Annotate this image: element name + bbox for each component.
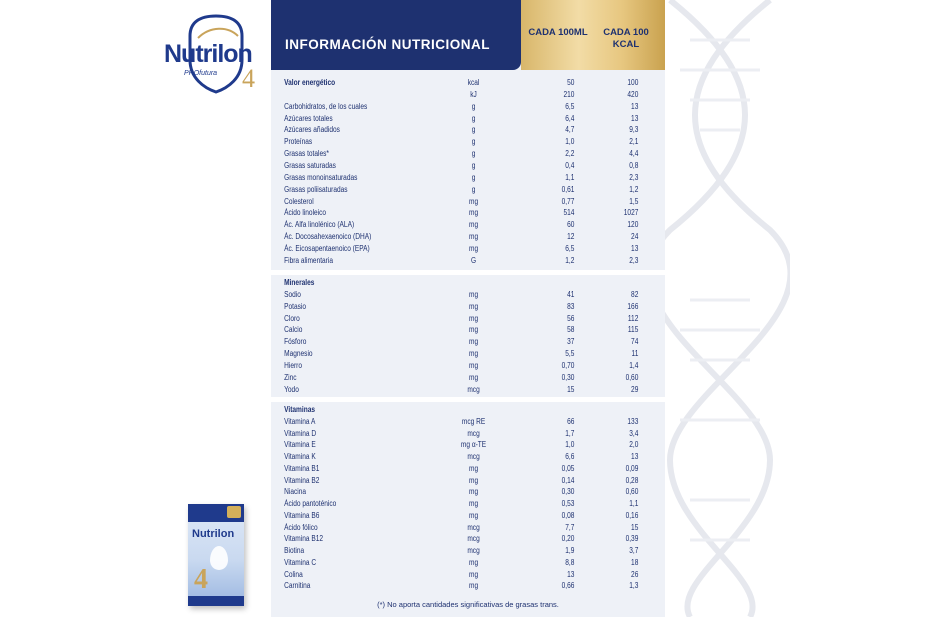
unit: g xyxy=(471,160,476,170)
table-row xyxy=(271,313,639,326)
value-per-100ml: 6,4 xyxy=(565,113,575,123)
nutrient-name: Fósforo xyxy=(284,337,307,347)
value-per-100kcal: 2,0 xyxy=(629,440,639,450)
value-per-100ml: 0,53 xyxy=(561,499,575,508)
value-per-100ml: 4,7 xyxy=(565,125,575,135)
value-per-100ml: 514 xyxy=(563,208,575,218)
value-per-100kcal: 420 xyxy=(627,89,639,99)
value-per-100kcal: 0,28 xyxy=(625,475,639,485)
nutrient-name: Ác. Docosahexaenoico (DHA) xyxy=(284,232,372,242)
table-row xyxy=(271,569,639,582)
unit: mg xyxy=(468,313,479,323)
value-per-100ml: 37 xyxy=(567,337,575,347)
value-per-100kcal: 13 xyxy=(631,113,639,123)
value-per-100ml: 83 xyxy=(567,301,575,311)
nutrient-name: Vitamina K xyxy=(284,452,316,461)
unit: mg xyxy=(468,360,479,370)
value-per-100ml: 1,0 xyxy=(565,440,575,450)
table-row xyxy=(271,101,639,114)
nutrient-name: Hierro xyxy=(284,360,302,370)
nutrient-name: Vitamina B12 xyxy=(284,534,324,544)
value-per-100ml: 41 xyxy=(567,289,575,299)
value-per-100ml: 6,5 xyxy=(565,101,575,111)
value-per-100kcal: 1,1 xyxy=(629,499,639,508)
value-per-100ml: 0,66 xyxy=(561,581,575,591)
nutrient-name: Vitamina B2 xyxy=(284,475,320,485)
unit: g xyxy=(471,184,476,194)
value-per-100kcal: 1,2 xyxy=(629,184,639,194)
nutrient-name: Minerales xyxy=(284,278,315,287)
value-per-100ml: 7,7 xyxy=(565,522,575,532)
nutrient-name: Azúcares añadidos xyxy=(284,125,340,135)
value-per-100ml: 0,30 xyxy=(561,487,575,497)
nutrient-name: Vitamina B6 xyxy=(284,510,320,520)
value-per-100kcal: 1027 xyxy=(623,208,639,218)
unit: mg xyxy=(468,289,479,299)
table-row xyxy=(271,220,639,232)
value-per-100kcal: 100 xyxy=(627,78,639,87)
value-per-100kcal: 13 xyxy=(631,243,639,253)
unit: mcg xyxy=(467,546,480,555)
unit: g xyxy=(471,113,476,123)
value-per-100kcal: 11 xyxy=(631,349,639,359)
value-per-100kcal: 0,16 xyxy=(625,510,639,520)
brand-name: Nutrilon xyxy=(164,40,252,68)
unit: mg xyxy=(468,349,479,359)
table-row xyxy=(271,184,639,197)
value-per-100kcal: 0,8 xyxy=(629,160,639,170)
product-name: Nutrilon xyxy=(192,528,235,540)
table-row xyxy=(271,546,639,558)
value-per-100kcal: 13 xyxy=(631,101,639,111)
nutrient-name: Ác. Alfa linolénico (ALA) xyxy=(284,220,355,230)
table-row xyxy=(271,475,639,488)
table-row xyxy=(271,160,639,173)
table-row xyxy=(271,487,639,499)
value-per-100kcal: 3,7 xyxy=(629,546,639,555)
table-row xyxy=(271,196,639,209)
unit: mg xyxy=(468,372,479,382)
table-row xyxy=(271,172,639,185)
table-row xyxy=(271,89,639,102)
nutrient-name: Ácido fólico xyxy=(284,522,318,532)
nutrient-name: Ácido linoleico xyxy=(284,208,327,218)
value-per-100kcal: 166 xyxy=(627,301,639,311)
value-per-100ml: 1,7 xyxy=(565,428,575,438)
nutrient-name: Potasio xyxy=(284,301,307,311)
unit: g xyxy=(471,149,476,159)
unit: mg xyxy=(468,196,479,206)
nutrient-name: Ácido pantoténico xyxy=(284,499,337,508)
table-row xyxy=(271,440,639,452)
table-row xyxy=(271,208,639,220)
unit: mcg xyxy=(467,428,480,438)
value-per-100ml: 13 xyxy=(567,569,575,579)
value-per-100kcal: 1,3 xyxy=(629,581,639,591)
unit: mcg xyxy=(467,452,480,461)
unit: kJ xyxy=(470,89,477,99)
table-row xyxy=(271,372,639,385)
milk-drop-icon xyxy=(210,546,228,570)
column-header-100kcal: CADA 100 KCAL xyxy=(603,27,649,50)
table-row xyxy=(271,522,639,535)
nutrition-table xyxy=(271,0,665,617)
nutrient-name: Grasas totales* xyxy=(284,149,329,159)
nutrient-name: Azúcares totales xyxy=(284,113,333,123)
table-row xyxy=(271,255,639,268)
value-per-100kcal: 82 xyxy=(631,289,639,299)
table-row xyxy=(271,125,639,137)
unit: mg α-TE xyxy=(460,440,487,450)
nutrient-name: Proteínas xyxy=(284,137,313,147)
nutrient-name: Vitamina B1 xyxy=(284,463,320,473)
value-per-100ml: 0,14 xyxy=(561,475,575,485)
value-per-100kcal: 74 xyxy=(631,337,639,347)
nutrient-name: Cloro xyxy=(284,313,300,323)
value-per-100kcal: 0,09 xyxy=(625,463,639,473)
nutrient-name: Carbohidratos, de los cuales xyxy=(284,101,368,111)
value-per-100ml: 15 xyxy=(567,384,575,394)
unit: mcg xyxy=(467,384,480,394)
value-per-100ml: 1,9 xyxy=(565,546,575,555)
nutrient-name: Ác. Eicosapentaenoico (EPA) xyxy=(284,243,370,253)
value-per-100ml: 2,2 xyxy=(565,149,575,159)
unit: mcg RE xyxy=(461,416,486,426)
nutrient-name: Grasas saturadas xyxy=(284,160,336,170)
table-row xyxy=(271,463,639,476)
product-box-image xyxy=(188,504,244,606)
value-per-100ml: 58 xyxy=(567,325,575,335)
unit: mg xyxy=(468,557,479,567)
table-row xyxy=(271,452,639,464)
table-row xyxy=(271,243,639,256)
value-per-100kcal: 24 xyxy=(631,232,639,242)
value-per-100kcal: 15 xyxy=(631,522,639,532)
nutrient-name: Valor energético xyxy=(284,78,336,87)
value-per-100kcal: 26 xyxy=(631,569,639,579)
table-row xyxy=(271,499,639,511)
value-per-100ml: 0,08 xyxy=(561,510,575,520)
value-per-100kcal: 0,60 xyxy=(625,487,639,497)
value-per-100ml: 66 xyxy=(567,416,575,426)
value-per-100kcal: 2,3 xyxy=(629,255,639,265)
nutrient-name: Magnesio xyxy=(284,349,313,359)
table-row xyxy=(271,301,639,314)
table-row xyxy=(271,232,639,244)
nutrient-name: Vitamina E xyxy=(284,440,316,450)
value-per-100ml: 1,1 xyxy=(565,172,575,182)
value-per-100kcal: 4,4 xyxy=(629,149,639,159)
value-per-100kcal: 13 xyxy=(631,452,639,461)
nutrient-name: Grasas poliisaturadas xyxy=(284,184,348,194)
nutrient-name: Calcio xyxy=(284,325,303,335)
table-row xyxy=(271,581,639,593)
nutrient-name: Vitamina A xyxy=(284,416,316,426)
table-row xyxy=(271,360,639,373)
unit: g xyxy=(471,137,476,147)
value-per-100kcal: 120 xyxy=(627,220,639,230)
value-per-100ml: 12 xyxy=(567,232,575,242)
section-divider xyxy=(271,270,665,275)
value-per-100kcal: 0,60 xyxy=(625,372,639,382)
value-per-100ml: 0,70 xyxy=(561,360,575,370)
value-per-100ml: 6,6 xyxy=(565,452,575,461)
value-per-100kcal: 9,3 xyxy=(629,125,639,135)
table-row xyxy=(271,428,639,441)
table-row xyxy=(271,137,639,149)
unit: mg xyxy=(468,569,479,579)
table-row xyxy=(271,289,639,302)
value-per-100ml: 8,8 xyxy=(565,557,575,567)
value-per-100kcal: 18 xyxy=(631,557,639,567)
value-per-100ml: 0,77 xyxy=(561,196,575,206)
footnote: (*) No aporta cantidades significativas de grasas trans. xyxy=(377,600,559,609)
unit: G xyxy=(470,255,477,265)
section-header-row xyxy=(271,405,594,417)
value-per-100ml: 210 xyxy=(563,89,575,99)
unit: kcal xyxy=(467,78,480,87)
unit: mg xyxy=(468,475,479,485)
section-header-row xyxy=(271,78,639,90)
value-per-100ml: 1,2 xyxy=(565,255,575,265)
nutrient-name: Vitaminas xyxy=(284,405,315,414)
unit: mg xyxy=(468,301,479,311)
value-per-100kcal: 1,5 xyxy=(629,196,639,206)
brand-stage: 4 xyxy=(242,64,255,93)
value-per-100ml: 0,30 xyxy=(561,372,575,382)
unit: mcg xyxy=(467,522,480,532)
nutrient-name: Colina xyxy=(284,569,303,579)
unit: mg xyxy=(468,581,479,591)
table-row xyxy=(271,349,639,361)
value-per-100kcal: 2,1 xyxy=(629,137,639,147)
unit: mcg xyxy=(467,534,480,544)
nutrient-name: Sodio xyxy=(284,289,301,299)
nutrilon-logo xyxy=(158,14,270,98)
value-per-100kcal: 133 xyxy=(627,416,639,426)
column-header-100ml: CADA 100ML xyxy=(528,27,588,38)
value-per-100kcal: 0,39 xyxy=(625,534,639,544)
unit: mg xyxy=(468,510,479,520)
unit: mg xyxy=(468,232,479,242)
value-per-100kcal: 115 xyxy=(627,325,639,335)
nutrient-name: Vitamina D xyxy=(284,428,317,438)
unit: mg xyxy=(468,487,479,497)
unit: mg xyxy=(468,499,479,508)
value-per-100ml: 6,5 xyxy=(565,243,575,253)
value-per-100kcal: 29 xyxy=(631,384,639,394)
unit: mg xyxy=(468,220,479,230)
value-per-100ml: 60 xyxy=(567,220,575,230)
nutrient-name: Yodo xyxy=(284,384,299,394)
value-per-100ml: 0,20 xyxy=(561,534,575,544)
table-row xyxy=(271,416,639,429)
nutrient-name: Zinc xyxy=(284,372,297,382)
table-row xyxy=(271,149,639,161)
unit: g xyxy=(471,125,476,135)
value-per-100ml: 0,4 xyxy=(565,160,575,170)
nutrient-name: Biotina xyxy=(284,546,305,555)
value-per-100ml: 56 xyxy=(567,313,575,323)
table-row xyxy=(271,534,639,546)
unit: mg xyxy=(468,463,479,473)
table-row xyxy=(271,113,639,126)
nutrient-name: Carnitina xyxy=(284,581,311,591)
nutrient-name: Vitamina C xyxy=(284,557,317,567)
unit: mg xyxy=(468,208,479,218)
unit: mg xyxy=(468,243,479,253)
nutrient-name: Niacina xyxy=(284,487,307,497)
table-row xyxy=(271,557,639,570)
value-per-100ml: 5,5 xyxy=(565,349,575,359)
table-row xyxy=(271,384,639,397)
nutrient-name: Colesterol xyxy=(284,196,314,206)
table-row xyxy=(271,325,639,337)
nutrient-name: Grasas monoinsaturadas xyxy=(284,172,358,182)
value-per-100kcal: 3,4 xyxy=(629,428,639,438)
nutrient-name: Fibra alimentaria xyxy=(284,255,333,265)
table-row xyxy=(271,337,639,349)
value-per-100kcal: 2,3 xyxy=(629,172,639,182)
section-header-row xyxy=(271,278,594,290)
unit: mg xyxy=(468,325,479,335)
unit: g xyxy=(471,172,476,182)
product-stage: 4 xyxy=(194,564,208,595)
value-per-100ml: 0,05 xyxy=(561,463,575,473)
value-per-100ml: 0,61 xyxy=(561,184,575,194)
value-per-100ml: 50 xyxy=(567,78,575,87)
value-per-100kcal: 112 xyxy=(627,313,639,323)
table-title: INFORMACIÓN NUTRICIONAL xyxy=(285,37,490,52)
unit: mg xyxy=(468,337,479,347)
table-header xyxy=(271,0,665,70)
value-per-100kcal: 1,4 xyxy=(629,360,639,370)
value-per-100ml: 1,0 xyxy=(565,137,575,147)
unit: g xyxy=(471,101,476,111)
dna-helix-decoration xyxy=(650,0,790,617)
section-divider xyxy=(271,397,665,402)
table-row xyxy=(271,510,639,523)
brand-sub: PROfutura xyxy=(184,70,218,77)
